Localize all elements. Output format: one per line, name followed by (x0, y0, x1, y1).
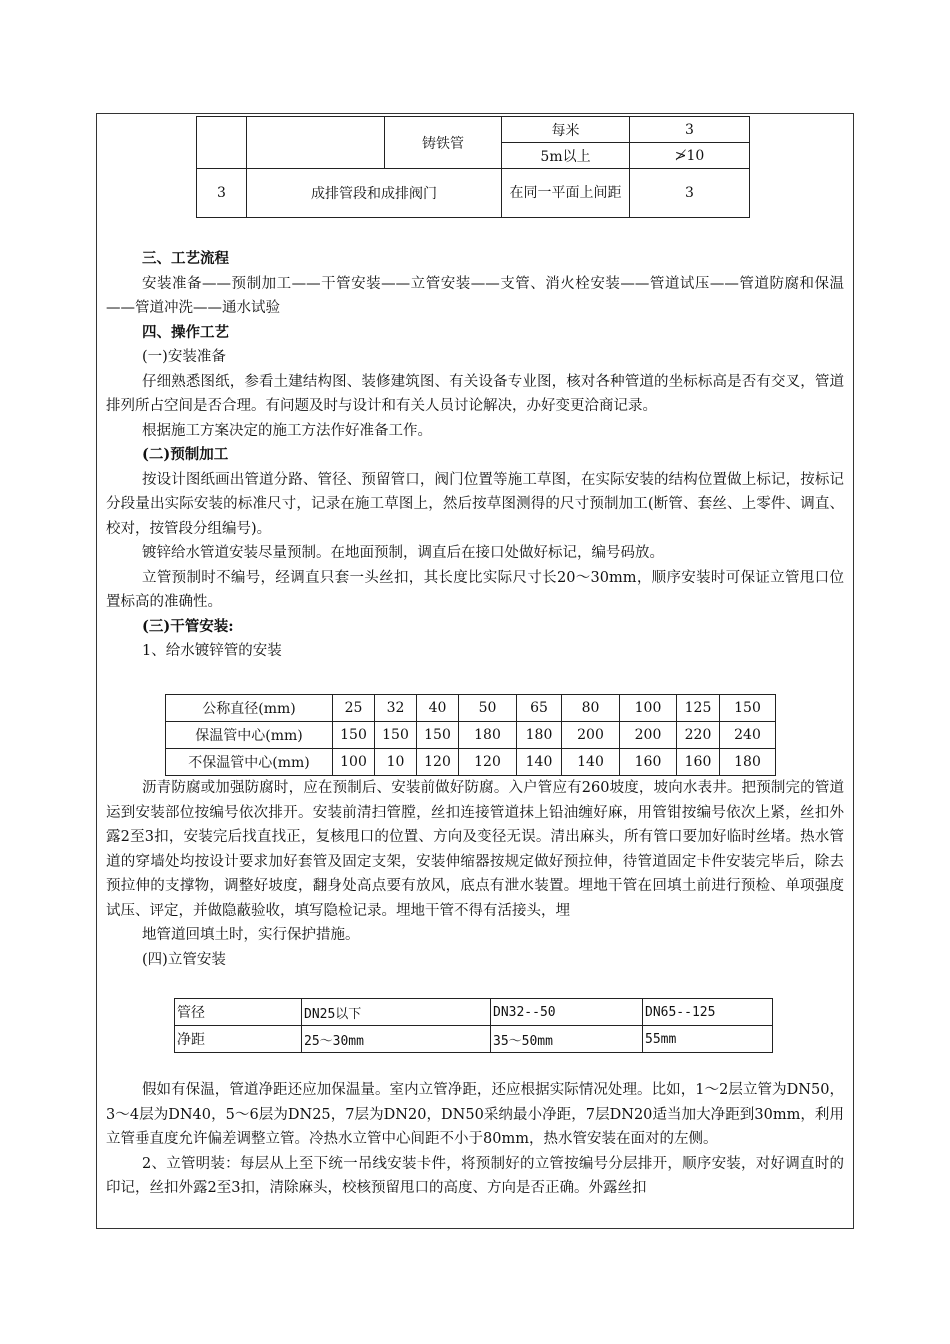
table-cell: 120 (417, 749, 459, 776)
table-cell: 管径 (175, 999, 302, 1026)
table-cell: 每米 (502, 117, 630, 143)
paragraph: 立管预制时不编号，经调直只套一头丝扣，其长度比实际尺寸长20～30mm，顺序安装时可保证立管甩口位置标高的准确性。 (106, 569, 844, 610)
section-heading: 四、操作工艺 (142, 323, 229, 341)
table-cell: 5m以上 (502, 143, 630, 169)
table-cell: 140 (562, 749, 620, 776)
table-cell: 3 (630, 169, 750, 218)
table-cell: 100 (333, 749, 375, 776)
table-row (175, 999, 773, 1026)
paragraph: 镀锌给水管道安装尽量预制。在地面预制，调直后在接口处做好标记，编号码放。 (142, 545, 664, 561)
riser-spacing-table (174, 998, 773, 1053)
table-row (166, 695, 776, 722)
allowance-table (196, 116, 750, 218)
table-cell: DN32--50 (491, 999, 643, 1026)
table-cell: 180 (720, 749, 776, 776)
paragraph: 根据施工方案决定的施工方法作好准备工作。 (142, 422, 432, 439)
table-cell: 25 (333, 695, 375, 722)
table-cell: 200 (562, 722, 620, 749)
table-row (175, 1026, 773, 1053)
table-cell: 3 (630, 117, 750, 143)
table-cell: 净距 (175, 1026, 302, 1053)
table-cell (197, 117, 247, 169)
table-cell: 150 (417, 722, 459, 749)
subsection-heading: (二)预制加工 (142, 446, 229, 463)
table-cell: 40 (417, 695, 459, 722)
paragraph: 仔细熟悉图纸，参看土建结构图、装修建筑图、有关设备专业图，核对各种管道的坐标标高是否有交叉，管道排列所占空间是否合理。有问题及时与设计和有关人员讨论解决，办好变更洽商记录。 (106, 373, 844, 414)
table-cell: ≯10 (630, 143, 750, 169)
table-cell: 220 (677, 722, 720, 749)
paragraph: 安装准备——预制加工——干管安装——立管安装——支管、消火栓安装——管道试压——管道防腐和保温——管道冲洗——通水试验 (106, 275, 844, 316)
pipe-spacing-table (165, 694, 776, 776)
table-row (197, 169, 750, 218)
table-row (197, 117, 750, 143)
table-cell: 不保温管中心(mm) (166, 749, 333, 776)
text-block-3 (106, 1078, 844, 1201)
paragraph: 地管道回填土时，实行保护措施。 (142, 927, 360, 943)
table-row (166, 722, 776, 749)
subsection-heading: (三)干管安装: (142, 617, 234, 635)
table-cell: 35～50mm (491, 1026, 643, 1053)
section-heading: 三、工艺流程 (142, 250, 229, 267)
table-cell: 120 (459, 749, 517, 776)
table-cell: 80 (562, 695, 620, 722)
paragraph: 2、立管明装：每层从上至下统一吊线安装卡件，将预制好的立管按编号分层排开，顺序安装，对好调直时的印记，丝扣外露2至3扣，清除麻头，校核预留甩口的高度、方向是否正确。外露丝扣 (106, 1155, 844, 1196)
table-cell: 32 (375, 695, 417, 722)
table-cell: 150 (375, 722, 417, 749)
table-cell: 10 (375, 749, 417, 776)
subsection-heading: (四)立管安装 (142, 951, 226, 968)
table-cell: 140 (517, 749, 562, 776)
table-cell: 125 (677, 695, 720, 722)
table-cell: 铸铁管 (385, 117, 502, 169)
table-cell: 公称直径(mm) (166, 695, 333, 722)
table-cell: 160 (620, 749, 677, 776)
table-cell: DN25以下 (302, 999, 491, 1026)
table-cell: 25～30mm (302, 1026, 491, 1053)
table-cell: 240 (720, 722, 776, 749)
table-cell: 成排管段和成排阀门 (247, 169, 502, 218)
table-cell: 180 (459, 722, 517, 749)
paragraph: 按设计图纸画出管道分路、管径、预留管口，阀门位置等施工草图，在实际安装的结构位置做上标记，按标记分段量出实际安装的标准尺寸，记录在施工草图上，然后按草图测得的尺寸预制加工(断管、套丝、上零件、调直、校对，按管段分组编号)。 (106, 471, 844, 537)
table-cell: 150 (720, 695, 776, 722)
table-cell: 180 (517, 722, 562, 749)
table-cell: 100 (620, 695, 677, 722)
table-cell: 保温管中心(mm) (166, 722, 333, 749)
table-cell: 3 (197, 169, 247, 218)
subsection-heading: (一)安装准备 (142, 349, 226, 365)
table-cell: 150 (333, 722, 375, 749)
paragraph: 沥青防腐或加强防腐时，应在预制后、安装前做好防腐。入户管应有260坡度，坡向水表井。把预制完的管道运到安装部位按编号依次排开。安装前清扫管膛，丝扣连接管道抹上铅油缠好麻，用管钳按编号依次上紧，丝扣外露2至3扣，安装完后找直找正，复核甩口的位置、方向及变径无误。清出麻头，所有管口要加好临时丝堵。热水管道的穿墙处均按设计要求加好套管及固定支架，安装伸缩器按规定做好预拉伸，待管道固定卡件安装完毕后，除去预拉伸的支撑物，调整好坡度，翻身处高点要有放风，底点有泄水装置。埋地干管在回填土前进行预检、单项强度试压、评定，并做隐蔽验收，填写隐检记录。埋地干管不得有活接头，埋 (106, 780, 844, 919)
table-cell: 200 (620, 722, 677, 749)
table-cell: 55mm (643, 1026, 773, 1053)
table-row (166, 749, 776, 776)
table-cell: 65 (517, 695, 562, 722)
table-cell: DN65--125 (643, 999, 773, 1026)
table-cell: 在同一平面上间距 (502, 169, 630, 218)
table-cell (247, 117, 385, 169)
paragraph: 假如有保温，管道净距还应加保温量。室内立管净距，还应根据实际情况处理。比如，1～2层立管为DN50，3～4层为DN40，5～6层为DN25，7层为DN20，DN50采纳最小净距，7层DN20适当加大净距到30mm，利用立管垂直度允许偏差调整立管。冷热水立管中心间距不小于80mm，热水管安装在面对的左侧。 (106, 1082, 844, 1147)
text-block-2 (106, 776, 844, 972)
table-cell: 50 (459, 695, 517, 722)
paragraph: 1、给水镀锌管的安装 (142, 643, 282, 659)
table-cell: 160 (677, 749, 720, 776)
text-block-1 (106, 247, 844, 664)
